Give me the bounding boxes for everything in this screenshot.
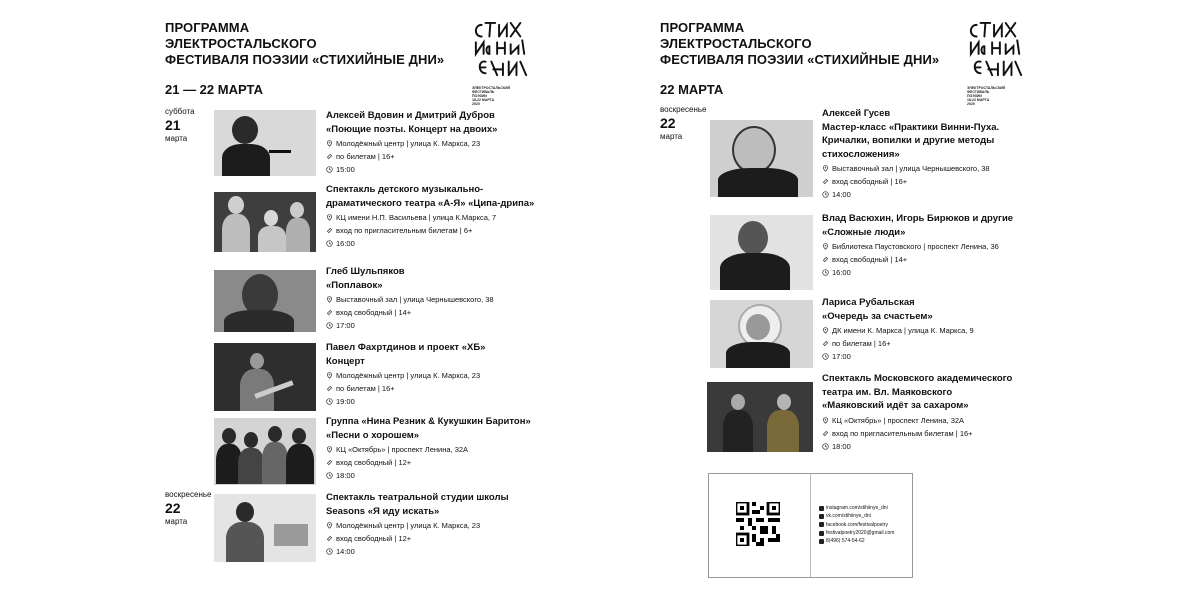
event-title: Алексей Гусев Мастер-класс «Практики Винни-Пуха. Кричалки, вопилки и другие методы стихосложения» <box>822 108 1000 160</box>
contact-facebook[interactable]: facebook.com/festivalpoetry <box>819 521 894 529</box>
event-place: Молодёжный центр | улица К. Маркса, 23 <box>336 521 481 530</box>
event-title: Влад Васюхин, Игорь Бирюков и другие «Сложные люди» <box>822 213 1014 238</box>
program-page-left <box>160 0 720 600</box>
event-ticket: вход по пригласительным билетам | 16+ <box>832 428 973 438</box>
day-label-sunday: воскресенье 22 марта <box>660 105 707 141</box>
event-photo <box>707 382 813 452</box>
clock-icon <box>326 240 336 247</box>
event-place: КЦ имени Н.П. Васильева | улица К.Маркса, 7 <box>336 213 497 222</box>
clock-icon <box>822 353 832 360</box>
ticket-icon <box>326 153 336 160</box>
event-title: Спектакль театральной студии школы Seasons «Я иду искать» <box>326 492 509 517</box>
logo-handwriting-icon <box>967 18 1025 84</box>
ticket-icon <box>326 385 336 392</box>
event-time: 15:00 <box>336 165 355 174</box>
event-ticket: вход свободный | 12+ <box>336 534 412 543</box>
event-title: Группа «Нина Резник & Кукушкин Баритон» «Песни о хорошем» <box>326 416 531 441</box>
clock-icon <box>326 322 336 329</box>
clock-icon <box>822 269 832 276</box>
location-pin-icon <box>326 372 336 379</box>
event-photo <box>214 343 316 411</box>
event-item <box>822 372 1062 452</box>
event-item <box>822 296 1062 362</box>
location-pin-icon <box>326 214 336 221</box>
clock-icon <box>822 191 832 198</box>
vk-icon <box>819 514 824 519</box>
event-photo <box>710 120 813 197</box>
event-ticket: вход свободный | 14+ <box>832 255 908 264</box>
event-photo <box>214 110 316 176</box>
event-time: 17:00 <box>832 352 851 361</box>
ticket-icon <box>326 535 336 542</box>
event-title: Спектакль Московского академического театра им. Вл. Маяковского «Маяковский идёт за сахаром» <box>822 373 1013 411</box>
event-item <box>326 415 556 481</box>
email-icon <box>819 531 824 536</box>
event-photo <box>214 192 316 252</box>
event-ticket: вход свободный | 16+ <box>832 177 908 186</box>
program-title: ПРОГРАММА ЭЛЕКТРОСТАЛЬСКОГО ФЕСТИВАЛЯ ПОЭЗИИ «СТИХИЙНЫЕ ДНИ» <box>660 20 940 67</box>
event-item <box>326 265 556 331</box>
contact-email[interactable]: festivalpoetry2020@gmail.com <box>819 529 894 537</box>
event-ticket: по билетам | 16+ <box>832 339 891 348</box>
facebook-icon <box>819 522 824 527</box>
event-place: ДК имени К. Маркса | улица К. Маркса, 9 <box>832 326 974 335</box>
event-title: Лариса Рубальская «Очередь за счастьем» <box>822 297 933 322</box>
event-place: Выставочный зал | улица Чернышевского, 38 <box>832 164 990 173</box>
qr-code-icon[interactable] <box>736 502 780 546</box>
event-place: Выставочный зал | улица Чернышевского, 38 <box>336 295 494 304</box>
ticket-icon <box>822 340 832 347</box>
event-photo <box>710 215 813 290</box>
event-item <box>822 212 1062 278</box>
location-pin-icon <box>326 522 336 529</box>
event-photo <box>214 270 316 332</box>
event-title: Глеб Шульпяков «Поплавок» <box>326 266 405 291</box>
clock-icon <box>326 548 336 555</box>
event-time: 14:00 <box>832 190 851 199</box>
event-item <box>326 109 556 175</box>
event-photo <box>214 494 316 562</box>
event-item <box>822 107 1062 200</box>
event-item <box>326 491 556 557</box>
logo-handwriting-icon <box>472 18 530 84</box>
phone-icon <box>819 539 824 544</box>
event-ticket: вход свободный | 12+ <box>336 458 412 467</box>
event-time: 16:00 <box>832 268 851 277</box>
location-pin-icon <box>326 140 336 147</box>
location-pin-icon <box>822 243 832 250</box>
event-place: КЦ «Октябрь» | проспект Ленина, 32А <box>336 445 469 454</box>
event-item <box>326 183 556 249</box>
contact-instagram[interactable]: instagram.com/stihiinye_dni <box>819 504 894 512</box>
event-photo <box>710 300 813 368</box>
event-title: Спектакль детского музыкально- драматического театра «А-Я» «Ципа-дрипа» <box>326 184 535 209</box>
festival-logo: ЭЛЕКТРОСТАЛЬСКИЙ ФЕСТИВАЛЬ ПОЭЗИИ 18-22 МАРТА 2020 <box>967 18 1039 106</box>
event-place: Молодёжный центр | улица К. Маркса, 23 <box>336 371 481 380</box>
day-label-saturday: суббота 21 марта <box>165 107 195 143</box>
event-title: Алексей Вдовин и Дмитрий Дубров «Поющие поэты. Концерт на двоих» <box>326 110 498 135</box>
contact-phone[interactable]: 8(496) 574-54-62 <box>819 537 894 545</box>
ticket-icon <box>822 430 832 437</box>
date-range: 22 МАРТА <box>660 82 724 97</box>
event-time: 14:00 <box>336 547 355 556</box>
ticket-icon <box>326 227 336 234</box>
event-time: 17:00 <box>336 321 355 330</box>
ticket-icon <box>326 309 336 316</box>
ticket-icon <box>326 459 336 466</box>
contact-card <box>708 473 913 578</box>
festival-logo: ЭЛЕКТРОСТАЛЬСКИЙ ФЕСТИВАЛЬ ПОЭЗИИ 18-22 МАРТА 2020 <box>472 18 544 106</box>
event-ticket: по билетам | 16+ <box>336 384 395 393</box>
instagram-icon <box>819 506 824 511</box>
date-range: 21 — 22 МАРТА <box>165 82 263 97</box>
clock-icon <box>326 166 336 173</box>
ticket-icon <box>822 178 832 185</box>
clock-icon <box>326 398 336 405</box>
contact-list <box>819 504 894 545</box>
event-ticket: вход свободный | 14+ <box>336 308 412 317</box>
event-time: 19:00 <box>336 397 355 406</box>
event-photo <box>214 418 316 485</box>
event-place: Библиотека Паустовского | проспект Ленина, 36 <box>832 242 999 251</box>
clock-icon <box>326 472 336 479</box>
event-place: Молодёжный центр | улица К. Маркса, 23 <box>336 139 481 148</box>
event-time: 18:00 <box>336 471 355 480</box>
event-item <box>326 341 556 407</box>
event-ticket: вход по пригласительным билетам | 6+ <box>336 226 473 235</box>
event-title: Павел Фахртдинов и проект «ХБ» Концерт <box>326 342 486 367</box>
location-pin-icon <box>822 327 832 334</box>
event-time: 16:00 <box>336 239 355 248</box>
contact-vk[interactable]: vk.com/stihiinye_dni <box>819 512 894 520</box>
location-pin-icon <box>822 417 832 424</box>
program-title: ПРОГРАММА ЭЛЕКТРОСТАЛЬСКОГО ФЕСТИВАЛЯ ПОЭЗИИ «СТИХИЙНЫЕ ДНИ» <box>165 20 445 67</box>
event-ticket: по билетам | 16+ <box>336 152 395 161</box>
location-pin-icon <box>326 296 336 303</box>
location-pin-icon <box>326 446 336 453</box>
event-place: КЦ «Октябрь» | проспект Ленина, 32А <box>832 415 965 425</box>
clock-icon <box>822 443 832 450</box>
day-label-sunday: воскресенье 22 марта <box>165 490 212 526</box>
event-time: 18:00 <box>832 441 851 451</box>
location-pin-icon <box>822 165 832 172</box>
ticket-icon <box>822 256 832 263</box>
